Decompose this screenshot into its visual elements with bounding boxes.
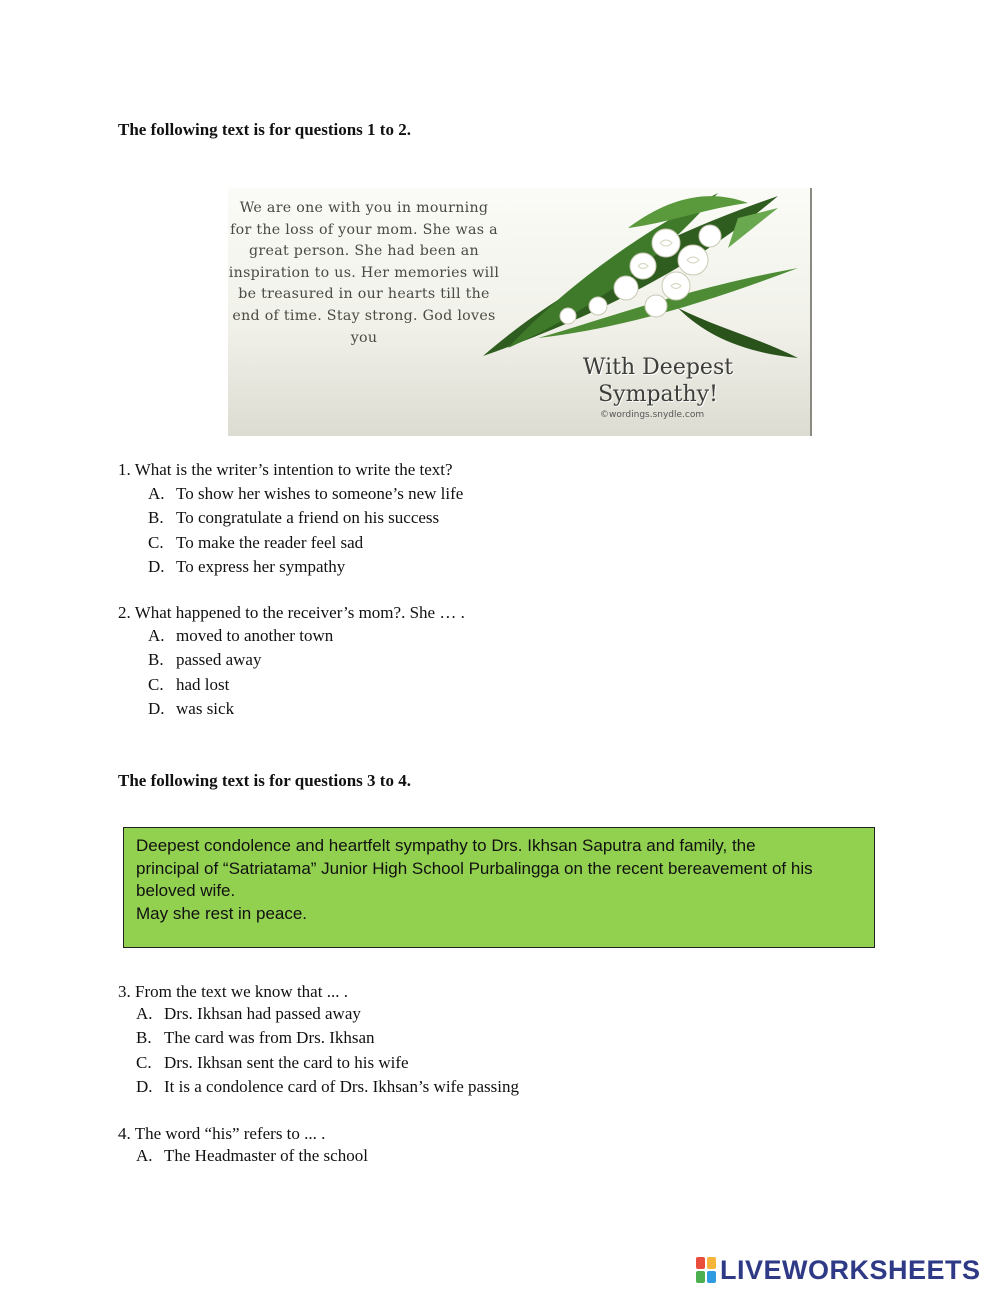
- question-2: 2. What happened to the receiver’s mom?. She … .: [118, 603, 465, 622]
- option-1a[interactable]: A. To show her wishes to someone’s new life: [148, 484, 464, 503]
- section2-heading: The following text is for questions 3 to 4.: [118, 771, 411, 790]
- option-4a[interactable]: A. The Headmaster of the school: [136, 1146, 368, 1165]
- option-2d[interactable]: D. was sick: [148, 698, 235, 718]
- question-4-options: [136, 1144, 368, 1168]
- option-3b[interactable]: B. The card was from Drs. Ikhsan: [136, 1028, 375, 1048]
- option-3d[interactable]: D. It is a condolence card of Drs. Ikhsan’s wife passing: [136, 1076, 520, 1096]
- option-2c[interactable]: C. had lost: [148, 674, 230, 694]
- sympathy-card-image: [228, 188, 812, 436]
- question-1: 1. What is the writer’s intention to write the text?: [118, 460, 453, 479]
- card-credit: ©wordings.snydle.com: [600, 410, 705, 420]
- card-message: We are one with you in mourning for the loss of your mom. She was a great person. She had been an inspiration to us. Her memories will be treasured in our hearts till the end of time. Stay strong. God loves you: [228, 200, 500, 346]
- liveworksheets-logo[interactable]: [696, 1254, 981, 1286]
- liveworksheets-logo-icon: [696, 1257, 716, 1283]
- question-3: 3. From the text we know that ... .: [118, 982, 348, 1001]
- question-2-options: [148, 624, 333, 721]
- logo-text: LIVEWORKSHEETS: [720, 1254, 981, 1285]
- section1-heading: The following text is for questions 1 to 2.: [118, 120, 411, 139]
- option-3a[interactable]: A. Drs. Ikhsan had passed away: [136, 1004, 361, 1023]
- option-3c[interactable]: C. Drs. Ikhsan sent the card to his wife: [136, 1052, 409, 1072]
- card-title: With Deepest Sympathy!: [582, 355, 734, 407]
- white-rose-bouquet-icon: [478, 188, 812, 363]
- question-4: 4. The word “his” refers to ... .: [118, 1124, 326, 1143]
- question-1-options: [148, 482, 463, 579]
- option-1b[interactable]: B. To congratulate a friend on his success: [148, 508, 440, 528]
- condolence-text-box: Deepest condolence and heartfelt sympathy to Drs. Ikhsan Saputra and family, the principal of “Satriatama” Junior High School Purbalingga on the recent bereavement of his beloved wife. May she rest in peace.: [123, 827, 875, 948]
- question-3-options: [136, 1002, 519, 1099]
- option-2a[interactable]: A. moved to another town: [148, 626, 334, 645]
- option-2b[interactable]: B. passed away: [148, 650, 262, 670]
- option-1d[interactable]: D. To express her sympathy: [148, 556, 346, 576]
- option-1c[interactable]: C. To make the reader feel sad: [148, 532, 364, 552]
